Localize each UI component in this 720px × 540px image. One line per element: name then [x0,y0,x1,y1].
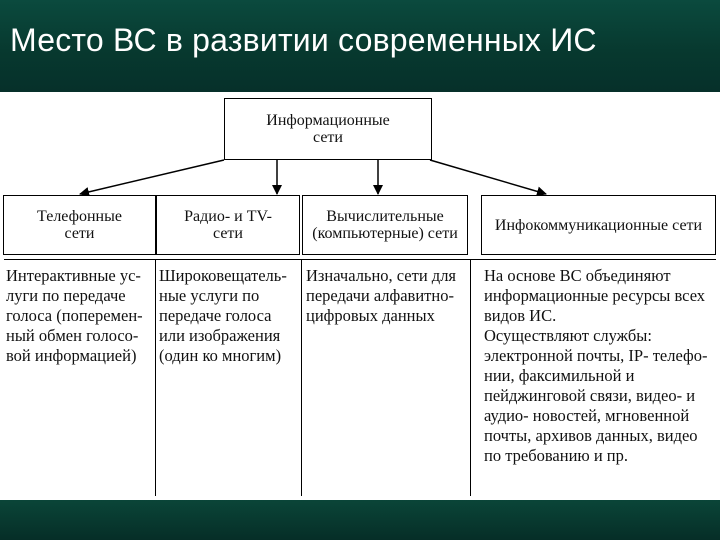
category-label-line1: Инфокоммуникационные сети [494,216,703,234]
category-label-line2: сети [213,225,243,242]
description-line: голоса (поперемен- [6,306,143,325]
column-divider [470,260,471,496]
description-line: почты, архивов данных, видео [484,426,698,445]
slide-title: Место ВС в развитии современных ИС [10,22,597,58]
description-line: или изображения [159,326,281,345]
description-telephone [6,266,150,366]
category-label-line2: сети [64,225,95,242]
description-line: информационные ресурсы всех [484,286,706,305]
description-computer [306,266,468,326]
description-infocom [484,266,712,466]
arrow-to-infocom [430,160,546,194]
category-computer-networks [302,195,468,255]
category-telephone-networks [3,195,156,255]
footer-bar [0,500,720,540]
description-line: передаче голоса [159,306,272,325]
root-node-information-networks [224,98,432,160]
description-line: Изначально, сети для [306,266,457,285]
root-node-line2: сети [313,129,343,146]
description-line: электронной почты, IP- телефо- [484,346,708,365]
table-top-rule [4,259,716,260]
description-line: ные услуги по [159,286,260,305]
description-line: передачи алфавитно- [306,286,454,305]
description-line: цифровых данных [306,306,435,325]
description-line: вой информацией) [6,346,137,365]
description-line: пейджинговой связи, видео- и [484,386,696,405]
description-line: луги по передаче [6,286,126,305]
description-line: по требованию и пр. [484,446,629,465]
description-line: Осуществляют службы: [484,326,652,345]
description-line: Интерактивные ус- [6,266,141,285]
description-line: На основе ВС объединяют [484,266,671,285]
category-radio-tv-networks [156,195,300,255]
category-infocommunication-networks [481,195,716,255]
column-divider [155,260,156,496]
arrow-to-telephone [80,160,224,194]
category-label-line1: Вычислительные [326,208,444,225]
category-label-line2: (компьютерные) сети [312,225,458,242]
description-line: (один ко многим) [159,346,282,365]
description-line: нии, факсимильной и [484,366,635,385]
root-node-line1: Информационные [266,112,390,129]
category-label-line1: Телефонные [37,208,122,225]
description-line: Широковещатель- [159,266,287,285]
description-line: аудио- новостей, мгновенной [484,406,690,425]
column-divider [301,260,302,496]
description-radio-tv [159,266,297,366]
category-label-line1: Радио- и TV- [184,208,272,225]
description-line: ный обмен голосо- [6,326,139,345]
description-line: видов ИС. [484,306,557,325]
